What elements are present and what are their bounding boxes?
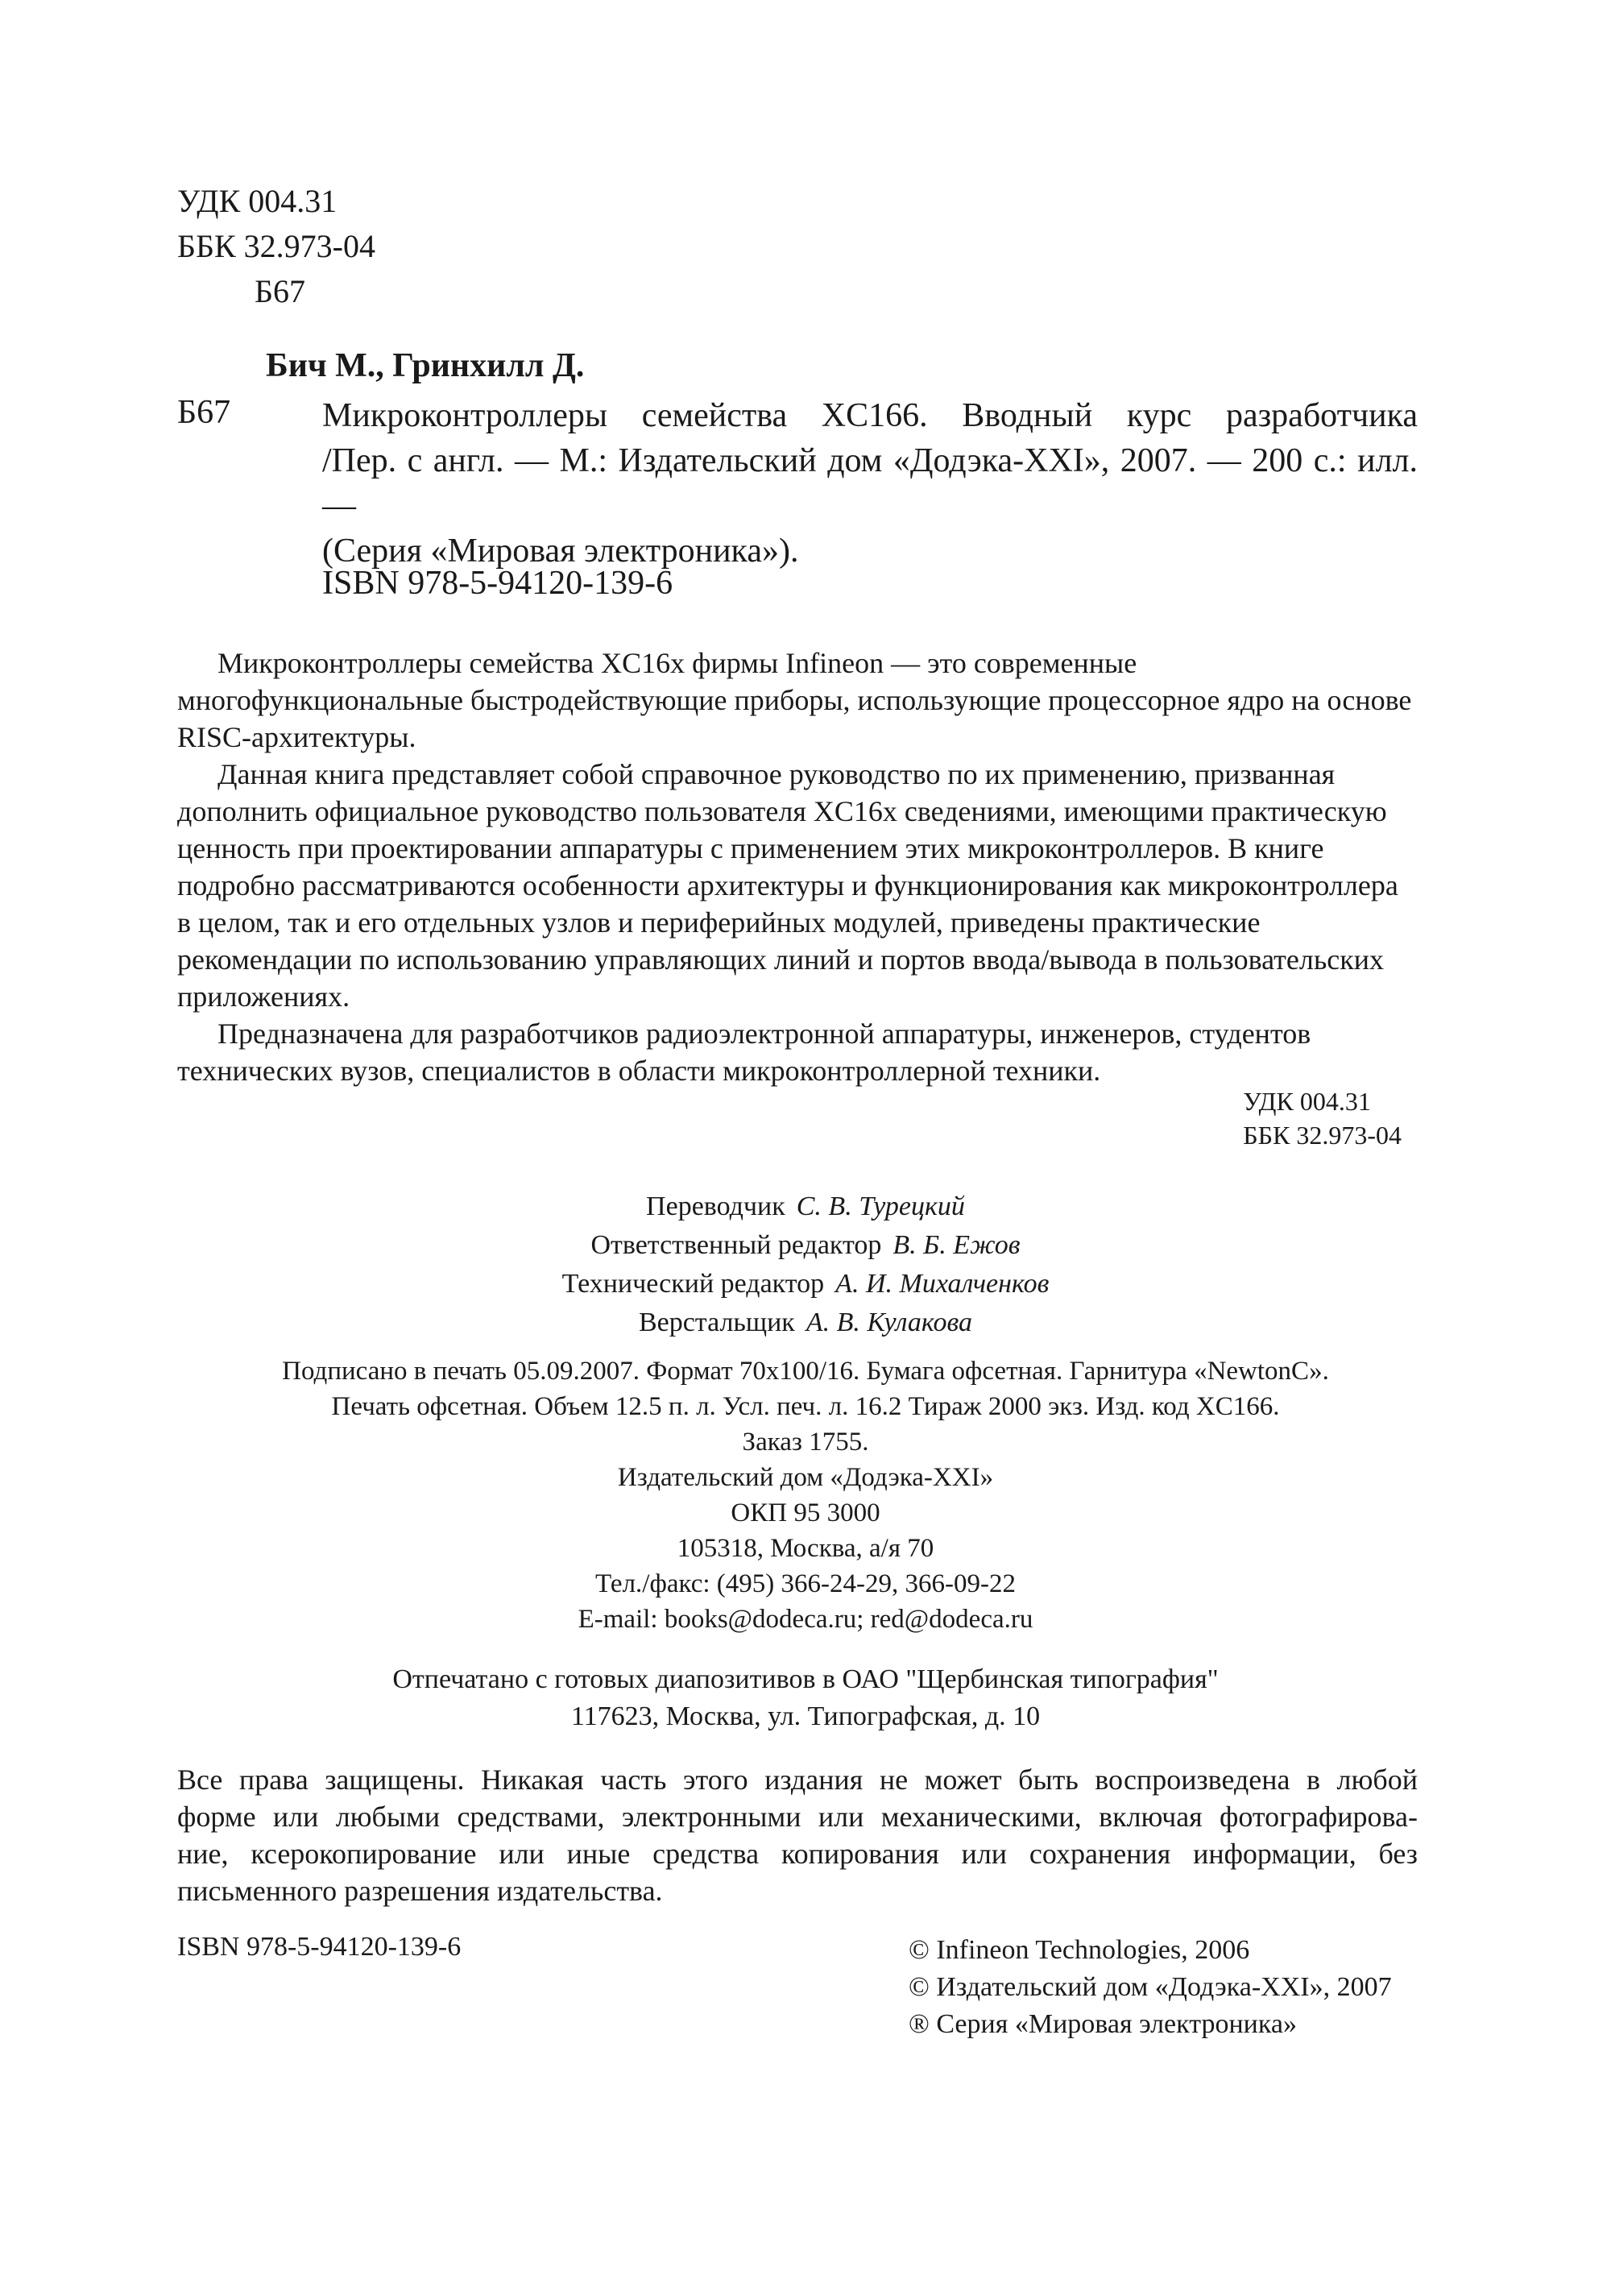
copyright-line: © Издательский дом «Додэка-XXI», 2007 [909, 1972, 1392, 2002]
credits [0, 1187, 1611, 1342]
biblio-line: /Пер. с англ. — М.: Издательский дом «Додэка-XXI», 2007. — 200 с.: илл. — [322, 442, 1418, 524]
print-info-line: Печать офсетная. Объем 12.5 п. л. Усл. печ. л. 16.2 Тираж 2000 экз. Изд. код XC166. [331, 1392, 1280, 1421]
bibliographic-description [322, 393, 1418, 574]
copyright-block [909, 1932, 1392, 2043]
credit-role: Верстальщик [638, 1308, 795, 1337]
classification-codes-right [1243, 1084, 1402, 1152]
publisher-phone: Тел./факс: (495) 366-24-29, 366-09-22 [595, 1569, 1016, 1598]
printed-by [0, 1661, 1611, 1735]
classification-block [177, 179, 375, 314]
print-info-line: Заказ 1755. [742, 1428, 869, 1457]
rights-notice [177, 1761, 1418, 1909]
credit-row [0, 1226, 1611, 1265]
print-info [0, 1353, 1611, 1637]
annotation-paragraph: Данная книга представляет собой справочное руководство по их применению, призванная дополнить официальное руководство пользователя XC16x сведениями, имеющими практическую ценность при проектировании аппаратуры с применением этих микроконтроллеров. В книге подробно рассматриваются особенности архитектуры и функционирования как микроконтроллера в целом, так и его отдельных узлов и периферийных модулей, приведены практические рекомендации по использованию управляющих линий и портов ввода/вывода в пользовательских приложениях. [177, 758, 1398, 1013]
author-mark: Б67 [255, 273, 305, 309]
credit-role: Ответственный редактор [590, 1230, 882, 1260]
udk-code: УДК 004.31 [177, 183, 338, 219]
annotation-paragraph: Предназначена для разработчиков радиоэлектронной аппаратуры, инженеров, студентов технических вузов, специалистов в области микроконтроллерной техники. [177, 1017, 1311, 1087]
authors: Бич М., Гринхилл Д. [266, 347, 585, 384]
rights-line: форме или любыми средствами, электронными или механическими, включая фотографирова- [177, 1801, 1418, 1833]
biblio-line: Микроконтроллеры семейства XC166. Вводный курс разработчика [322, 397, 1418, 434]
credit-name: А. И. Михалченков [835, 1269, 1050, 1299]
isbn-footer: ISBN 978-5-94120-139-6 [177, 1932, 462, 1962]
credit-name: С. В. Турецкий [796, 1192, 965, 1221]
publisher-address: 105318, Москва, а/я 70 [677, 1534, 934, 1563]
credit-row [0, 1303, 1611, 1342]
credit-row [0, 1265, 1611, 1303]
rights-line: ние, ксерокопирование или иные средства копирования или сохранения информации, без [177, 1838, 1418, 1870]
copyright-line: © Infineon Technologies, 2006 [909, 1935, 1250, 1965]
bbk-code: ББК 32.973-04 [177, 228, 375, 264]
printer-address: 117623, Москва, ул. Типографская, д. 10 [570, 1701, 1041, 1731]
okp-code: ОКП 95 3000 [731, 1498, 880, 1527]
printer-name: Отпечатано с готовых диапозитивов в ОАО "Щербинская типография" [392, 1664, 1219, 1694]
annotation-paragraph: Микроконтроллеры семейства XC16x фирмы Infineon — это современные многофункциональные быстродействующие приборы, использующие процессорное ядро на основе RISC-архитектуры. [177, 647, 1412, 753]
credit-row [0, 1187, 1611, 1226]
rights-line: Все права защищены. Никакая часть этого издания не может быть воспроизведена в любой [177, 1763, 1418, 1796]
publisher-name: Издательский дом «Додэка-XXI» [617, 1463, 994, 1492]
copyright-line: ® Серия «Мировая электроника» [909, 2009, 1297, 2039]
author-mark-left: Б67 [177, 394, 231, 431]
biblio-line: (Серия «Мировая электроника»). [322, 533, 799, 570]
annotation [177, 644, 1418, 1089]
print-info-line: Подписано в печать 05.09.2007. Формат 70x100/16. Бумага офсетная. Гарнитура «NewtonC». [282, 1357, 1329, 1386]
credit-role: Переводчик [646, 1192, 785, 1221]
isbn: ISBN 978-5-94120-139-6 [322, 565, 673, 602]
bbk-code-right: ББК 32.973-04 [1243, 1121, 1402, 1150]
publisher-email: E-mail: books@dodeca.ru; red@dodeca.ru [578, 1605, 1033, 1634]
udk-code-right: УДК 004.31 [1243, 1087, 1371, 1116]
rights-line: письменного разрешения издательства. [177, 1875, 663, 1907]
credit-role: Технический редактор [561, 1269, 825, 1299]
credit-name: В. Б. Ежов [892, 1230, 1021, 1260]
credit-name: А. В. Кулакова [806, 1308, 973, 1337]
